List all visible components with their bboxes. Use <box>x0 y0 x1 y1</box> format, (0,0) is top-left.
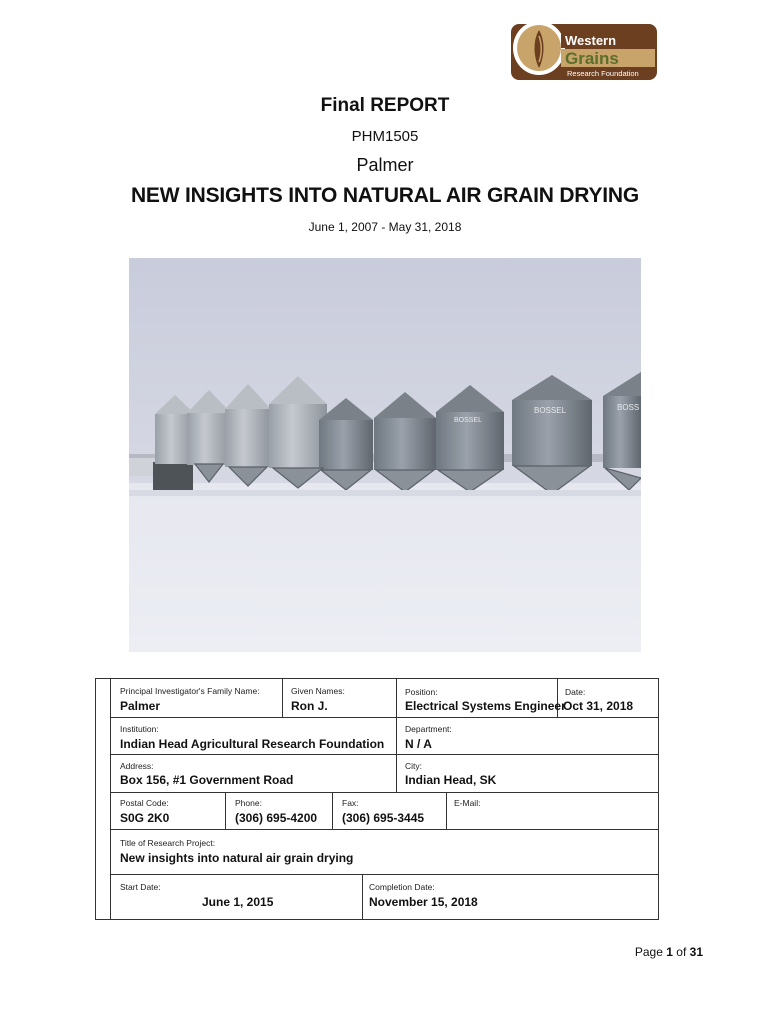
phone-label: Phone: <box>235 798 262 808</box>
family-name-value: Palmer <box>120 699 161 713</box>
fax-label: Fax: <box>342 798 359 808</box>
col-divider <box>362 874 363 919</box>
logo-line3: Research Foundation <box>567 69 639 78</box>
project-title-value: New insights into natural air grain drying <box>120 851 354 865</box>
page-number <box>635 945 703 959</box>
bin-label: BOSSEL <box>454 417 483 424</box>
date-value: Oct 31, 2018 <box>563 699 634 713</box>
project-title-label: Title of Research Project: <box>120 838 216 848</box>
given-names-value: Ron J. <box>291 699 328 713</box>
bin-label: BOSS <box>617 403 640 412</box>
of-word: of <box>676 945 687 959</box>
email-label: E-Mail: <box>454 798 481 808</box>
bin-label: BOSSEL <box>534 406 567 415</box>
current-page: 1 <box>666 945 673 959</box>
col-divider <box>225 792 226 829</box>
fax-value: (306) 695-3445 <box>342 811 425 825</box>
postal-code-value: S0G 2K0 <box>120 811 170 825</box>
date-label: Date: <box>565 687 586 697</box>
col-divider <box>446 792 447 829</box>
given-names-label: Given Names: <box>291 686 345 696</box>
col-divider <box>332 792 333 829</box>
principal-name: Palmer <box>356 155 414 175</box>
address-value: Box 156, #1 Government Road <box>120 773 294 787</box>
city-value: Indian Head, SK <box>405 773 497 787</box>
page-word: Page <box>634 945 663 959</box>
start-date-value: June 1, 2015 <box>202 895 274 909</box>
row-divider <box>110 792 658 793</box>
phone-value: (306) 695-4200 <box>235 811 318 825</box>
completion-date-value: November 15, 2018 <box>369 895 478 909</box>
department-value: N / A <box>405 737 432 751</box>
department-label: Department: <box>405 724 452 734</box>
institution-value: Indian Head Agricultural Research Foundation <box>120 737 385 751</box>
position-value: Electrical Systems Engineer <box>405 699 566 713</box>
family-name-label: Principal Investigator's Family Name: <box>120 686 260 696</box>
row-divider <box>110 754 658 755</box>
table-margin-column <box>96 679 111 919</box>
postal-code-label: Postal Code: <box>120 798 169 808</box>
row-divider <box>110 717 658 718</box>
logo-line1: Western <box>565 33 617 48</box>
investigator-info-table <box>95 678 659 920</box>
logo-line2: Grains <box>565 49 619 68</box>
grain-bins-photo <box>129 258 641 652</box>
city-label: City: <box>405 761 422 771</box>
western-grains-logo <box>509 20 659 82</box>
report-title: Final REPORT <box>320 95 450 116</box>
col-divider <box>282 679 283 717</box>
total-pages: 31 <box>689 945 703 959</box>
col-divider <box>396 679 397 792</box>
row-divider <box>110 829 658 830</box>
row-divider <box>110 874 658 875</box>
institution-label: Institution: <box>120 724 159 734</box>
report-headline: NEW INSIGHTS INTO NATURAL AIR GRAIN DRYING <box>130 184 640 207</box>
start-date-label: Start Date: <box>120 882 161 892</box>
project-code: PHM1505 <box>351 128 419 145</box>
completion-date-label: Completion Date: <box>369 882 435 892</box>
address-label: Address: <box>120 761 154 771</box>
position-label: Position: <box>405 687 438 697</box>
report-period: June 1, 2007 - May 31, 2018 <box>308 220 462 234</box>
